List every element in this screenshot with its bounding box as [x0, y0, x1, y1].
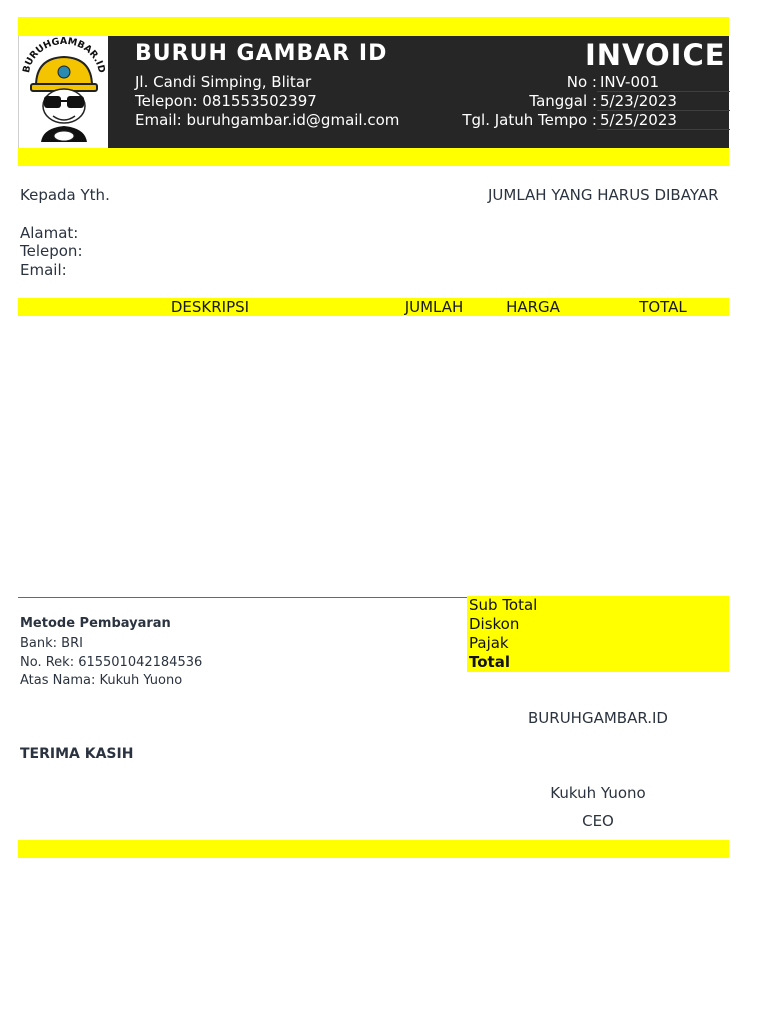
footer-company: BURUHGAMBAR.ID: [528, 709, 668, 727]
company-email: Email: buruhgambar.id@gmail.com: [135, 111, 400, 129]
summary-total: Total: [467, 653, 729, 672]
invoice-date-value: 5/23/2023: [597, 92, 730, 111]
logo-box: [18, 36, 109, 148]
due-date-label: Tgl. Jatuh Tempo :: [462, 111, 597, 129]
payment-method-title: Metode Pembayaran: [20, 616, 171, 631]
signer-name: Kukuh Yuono: [550, 784, 646, 802]
header-yellow-band: [18, 148, 729, 166]
table-header-price: HARGA: [506, 298, 560, 316]
due-date-value: 5/25/2023: [597, 111, 730, 130]
recipient-to-label: Kepada Yth.: [20, 186, 110, 204]
company-phone: Telepon: 081553502397: [135, 92, 317, 110]
payment-bank: Bank: BRI: [20, 636, 83, 651]
amount-due-label: JUMLAH YANG HARUS DIBAYAR: [488, 186, 719, 204]
signer-role: CEO: [582, 812, 614, 830]
recipient-address-label: Alamat:: [20, 224, 79, 242]
bottom-yellow-band: [18, 840, 729, 858]
summary-discount: Diskon: [467, 615, 729, 634]
summary-tax: Pajak: [467, 634, 729, 653]
thank-you-text: TERIMA KASIH: [20, 746, 134, 762]
payment-account-number: No. Rek: 615501042184536: [20, 655, 203, 670]
table-header-total: TOTAL: [639, 298, 687, 316]
svg-text:BURUHGAMBAR.ID: BURUHGAMBAR.ID: [21, 36, 107, 74]
invoice-title: INVOICE: [585, 38, 726, 72]
table-header-quantity: JUMLAH: [404, 298, 464, 316]
company-name: BURUH GAMBAR ID: [135, 41, 388, 66]
summary-subtotal: Sub Total: [467, 596, 729, 615]
payment-account-holder: Atas Nama: Kukuh Yuono: [20, 673, 183, 688]
company-logo-icon: [19, 36, 109, 148]
table-header-description: DESKRIPSI: [170, 298, 250, 316]
invoice-no-label: No :: [566, 73, 597, 91]
recipient-email-label: Email:: [20, 261, 67, 279]
invoice-no-value: INV-001: [597, 73, 730, 92]
top-yellow-band: [18, 17, 729, 36]
company-address: Jl. Candi Simping, Blitar: [135, 73, 312, 91]
recipient-phone-label: Telepon:: [20, 242, 83, 260]
invoice-date-label: Tanggal :: [529, 92, 597, 110]
